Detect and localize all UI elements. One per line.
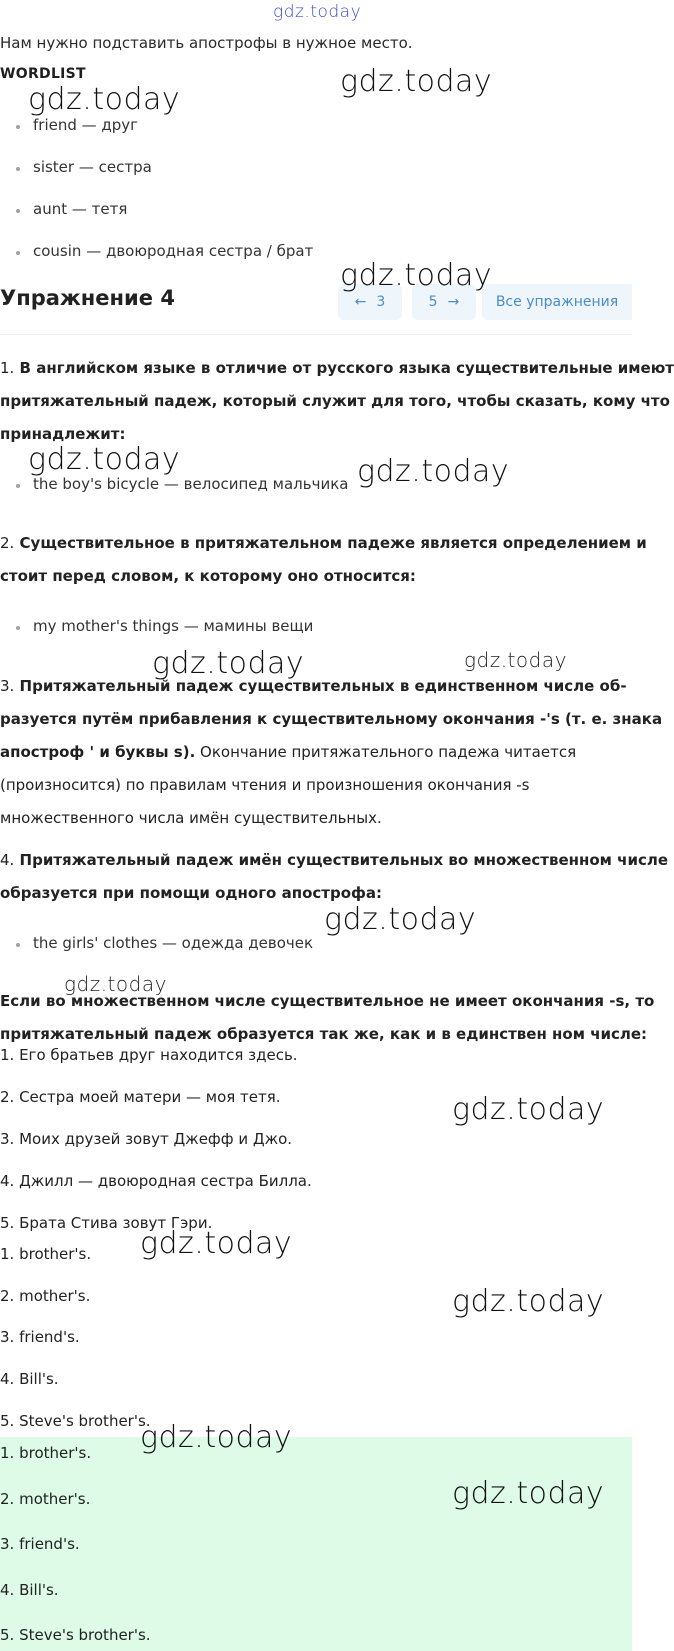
wordlist-title: WORDLIST <box>0 66 86 82</box>
final-answer-item: 3. friend's. <box>0 1535 80 1553</box>
all-exercises-label: Все упражнения <box>495 294 619 310</box>
watermark: gdz.today <box>464 648 567 672</box>
theory-p1-line3: принадлежит: <box>0 425 126 443</box>
theory-p3-line5: множественного числа имён существительных. <box>0 809 382 827</box>
theory-p5-clip <box>0 1020 648 1043</box>
intro-text: Нам нужно подставить апострофы в нужное место. <box>0 34 413 52</box>
theory-p3-line3: апостроф ' и буквы s). Окончание притяжательного падежа читается <box>0 743 577 761</box>
watermark: gdz.today <box>452 1092 605 1127</box>
watermark: gdz.today <box>452 1476 605 1511</box>
watermark: gdz.today <box>357 454 510 489</box>
watermark: gdz.today <box>140 1420 293 1455</box>
next-exercise-label: 5 <box>428 294 438 310</box>
theory-p3-line2: разуется путём прибавления к существительному окончания -'s (т. е. знака <box>0 710 663 728</box>
list-item: aunt — тетя <box>16 200 127 218</box>
arrow-left-icon: ← <box>354 294 367 310</box>
answer-item: 2. mother's. <box>0 1287 91 1305</box>
theory-p4-line2: образуется при помощи одного апострофа: <box>0 884 383 902</box>
list-item: my mother's things — мамины вещи <box>16 617 313 635</box>
answer-item: 4. Bill's. <box>0 1370 59 1388</box>
final-answer-item: 1. brother's. <box>0 1444 92 1462</box>
theory-p3-line1: 3. Притяжательный падеж существительных в единственном числе об- <box>0 677 627 695</box>
all-exercises-button[interactable] <box>482 284 632 320</box>
sentence-item: 2. Сестра моей матери — моя тетя. <box>0 1088 281 1106</box>
watermark: gdz.today <box>452 1284 605 1319</box>
theory-p5-line2: притяжательный падеж образуется так же, как и в единствен ном числе: <box>0 1025 648 1043</box>
theory-p3-line4: (произносится) по правилам чтения и произношения окончания -s <box>0 776 530 794</box>
exercise-title: Упражнение 4 <box>0 286 175 310</box>
theory-p2-line1: 2. Существительное в притяжательном падеже является определением и <box>0 534 647 552</box>
answer-block <box>0 1437 632 1651</box>
watermark: gdz.today <box>324 902 477 937</box>
theory-p1-line1: 1. В английском языке в отличие от русского языка существительные имеют <box>0 359 674 377</box>
final-answer-item: 2. mother's. <box>0 1490 91 1508</box>
answer-item: 3. friend's. <box>0 1328 80 1346</box>
watermark: gdz.today <box>140 1226 293 1261</box>
list-item: cousin — двоюродная сестра / брат <box>16 242 313 260</box>
list-item: the boy's bicycle — велосипед мальчика <box>16 475 348 493</box>
watermark: gdz.today <box>340 258 493 293</box>
sentence-item: 5. Брата Стива зовут Гэри. <box>0 1214 213 1232</box>
top-watermark: gdz.today <box>273 2 362 22</box>
sentence-item: 4. Джилл — двоюродная сестра Билла. <box>0 1172 312 1190</box>
list-item: friend — друг <box>16 116 138 134</box>
theory-p1-line2: притяжательный падеж, который служит для того, чтобы сказать, кому что <box>0 392 670 410</box>
arrow-right-icon: → <box>447 294 460 310</box>
list-item: sister — сестра <box>16 158 152 176</box>
sentence-item: 1. Его братьев друг находится здесь. <box>0 1046 298 1064</box>
divider <box>0 334 632 335</box>
answer-item: 1. brother's. <box>0 1245 92 1263</box>
theory-p4-line1: 4. Притяжательный падеж имён существительных во множественном числе <box>0 851 669 869</box>
watermark: gdz.today <box>28 82 181 117</box>
final-answer-item: 5. Steve's brother's. <box>0 1626 151 1644</box>
watermark: gdz.today <box>28 442 181 477</box>
watermark: gdz.today <box>152 646 305 681</box>
sentence-item: 3. Моих друзей зовут Джефф и Джо. <box>0 1130 293 1148</box>
answer-item: 5. Steve's brother's. <box>0 1412 151 1430</box>
watermark: gdz.today <box>64 972 167 996</box>
theory-p2-line2: стоит перед словом, к которому оно относится: <box>0 567 416 585</box>
watermark: gdz.today <box>340 64 493 99</box>
theory-p5-line1: Если во множественном числе существительное не имеет окончания -s, то <box>0 992 655 1010</box>
final-answer-item: 4. Bill's. <box>0 1581 59 1599</box>
list-item: the girls' clothes — одежда девочек <box>16 934 313 952</box>
prev-exercise-label: 3 <box>376 294 386 310</box>
